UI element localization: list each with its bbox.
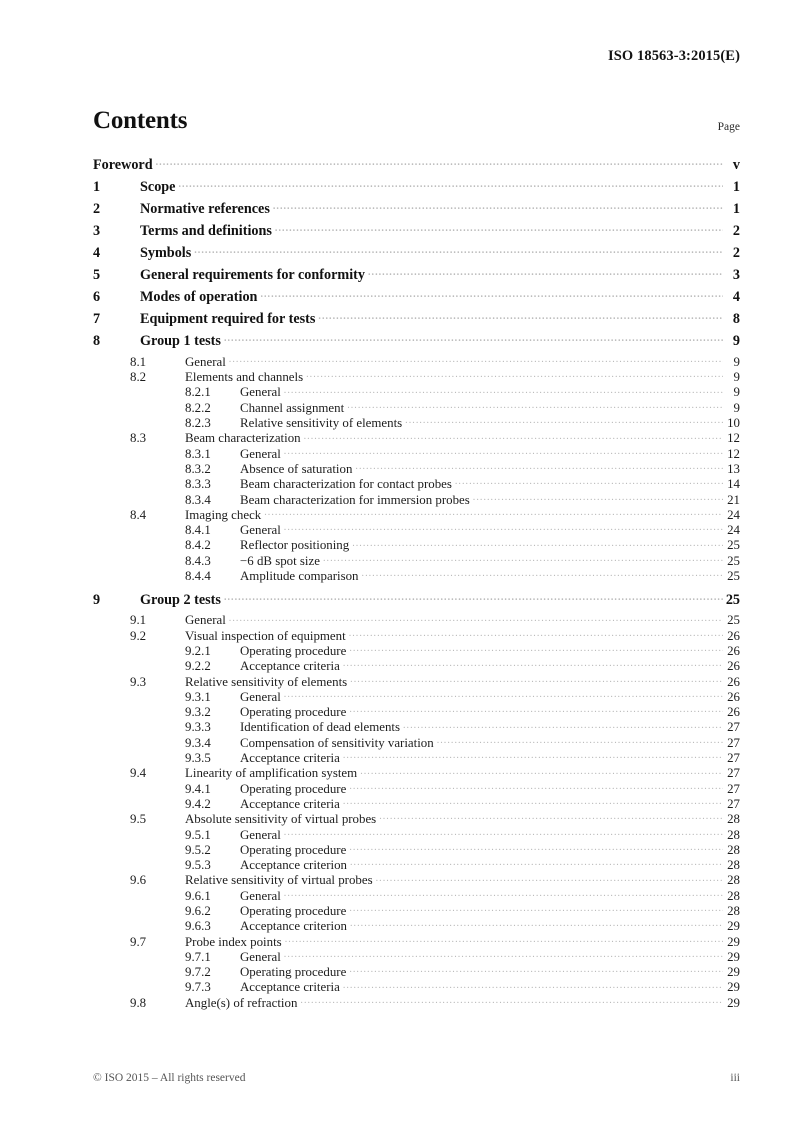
toc-entry[interactable]	[93, 155, 740, 177]
toc-entry-page-number: 24	[727, 523, 740, 538]
toc-entry-page-number: 26	[727, 674, 740, 689]
toc-entry-page-number: 28	[727, 888, 740, 903]
toc-entry[interactable]	[93, 309, 740, 331]
toc-dot-leader	[229, 353, 723, 366]
toc-dot-leader	[343, 795, 723, 808]
toc-entry-label: Operating procedure	[240, 903, 347, 918]
toc-entry-label: General requirements for conformity	[140, 267, 365, 284]
toc-dot-leader	[405, 414, 723, 427]
toc-entry-page-number: 4	[732, 289, 740, 306]
toc-entry[interactable]	[93, 521, 740, 536]
toc-entry-page-number: 25	[727, 569, 740, 584]
toc-entry-label: Operating procedure	[240, 781, 347, 796]
toc-dot-leader	[349, 627, 723, 640]
toc-entry-number: 9.2.2	[185, 659, 211, 674]
toc-dot-leader	[350, 673, 723, 686]
toc-entry-page-number: v	[732, 157, 740, 174]
toc-entry[interactable]	[93, 963, 740, 978]
toc-entry-page-number: 27	[727, 720, 740, 735]
toc-entry[interactable]	[93, 764, 740, 779]
toc-entry-page-number: 9	[733, 354, 740, 369]
toc-entry[interactable]	[93, 917, 740, 932]
toc-dot-leader	[343, 657, 723, 670]
toc-entry-label: Group 2 tests	[140, 591, 221, 608]
toc-entry-page-number: 12	[727, 446, 740, 461]
toc-entry-label: Normative references	[140, 201, 270, 218]
toc-entry-label: Group 1 tests	[140, 333, 221, 350]
toc-entry-number: 9.4.1	[185, 781, 211, 796]
toc-entry-label: Absolute sensitivity of virtual probes	[185, 812, 377, 827]
toc-entry-number: 9.3.2	[185, 705, 211, 720]
toc-entry[interactable]	[93, 552, 740, 567]
toc-entry[interactable]	[93, 688, 740, 703]
toc-entry-number: 8.4.2	[185, 538, 211, 553]
toc-entry-label: Amplitude comparison	[240, 569, 359, 584]
toc-entry-number: 9.5.1	[185, 827, 211, 842]
toc-entry-page-number: 1	[732, 201, 740, 218]
page-folio: iii	[730, 1072, 740, 1084]
toc-dot-leader	[347, 399, 723, 412]
toc-entry[interactable]	[93, 948, 740, 963]
contents-header-row	[93, 107, 740, 137]
toc-entry-page-number: 29	[727, 949, 740, 964]
toc-entry[interactable]	[93, 368, 740, 383]
toc-entry-page-number: 26	[727, 705, 740, 720]
toc-entry[interactable]	[93, 642, 740, 657]
toc-entry-page-number: 9	[732, 333, 740, 350]
toc-entry-label: Operating procedure	[240, 705, 347, 720]
toc-dot-leader	[349, 963, 723, 976]
toc-entry-label: Relative sensitivity of elements	[240, 416, 403, 431]
toc-dot-leader	[300, 994, 723, 1007]
toc-dot-leader	[284, 521, 723, 534]
toc-entry-number: 9.7	[130, 934, 147, 949]
toc-entry-label: Beam characterization for immersion probes	[240, 492, 470, 507]
toc-entry-label: General	[185, 613, 226, 628]
toc-dot-leader	[260, 287, 723, 301]
toc-entry-label: Channel assignment	[240, 400, 345, 415]
toc-dot-leader	[376, 872, 723, 885]
toc-entry[interactable]	[93, 460, 740, 475]
toc-entry-number: 9.3	[130, 674, 147, 689]
toc-entry-number: 9.7.2	[185, 965, 211, 980]
toc-entry-page-number: 29	[727, 934, 740, 949]
toc-entry-page-number: 28	[727, 903, 740, 918]
toc-entry[interactable]	[93, 589, 740, 611]
toc-entry-page-number: 12	[727, 431, 740, 446]
toc-entry-page-number: 26	[727, 659, 740, 674]
toc-entry-label: Relative sensitivity of virtual probes	[185, 873, 373, 888]
toc-entry-page-number: 25	[727, 553, 740, 568]
toc-entry-label: Acceptance criteria	[240, 796, 340, 811]
toc-entry[interactable]	[93, 567, 740, 582]
toc-entry-page-number: 28	[727, 812, 740, 827]
toc-entry-label: General	[240, 385, 281, 400]
toc-entry[interactable]	[93, 902, 740, 917]
toc-entry[interactable]	[93, 673, 740, 688]
toc-entry-page-number: 10	[727, 416, 740, 431]
toc-entry-number: 9.6.1	[185, 888, 211, 903]
toc-entry[interactable]	[93, 353, 740, 368]
toc-entry[interactable]	[93, 611, 740, 626]
toc-entry[interactable]	[93, 856, 740, 871]
toc-entry[interactable]	[93, 399, 740, 414]
toc-dot-leader	[323, 552, 723, 565]
toc-entry[interactable]	[93, 243, 740, 265]
toc-entry-page-number: 9	[733, 385, 740, 400]
toc-entry-page-number: 27	[727, 796, 740, 811]
toc-entry-number: 5	[93, 267, 101, 284]
toc-entry[interactable]	[93, 749, 740, 764]
toc-entry-label: Linearity of amplification system	[185, 766, 358, 781]
toc-entry-page-number: 27	[727, 781, 740, 796]
toc-entry-label: Scope	[140, 179, 176, 196]
toc-dot-leader	[352, 537, 723, 550]
toc-entry-label: General	[240, 523, 281, 538]
toc-entry-number: 9.2	[130, 628, 147, 643]
toc-entry-number: 8	[93, 333, 101, 350]
toc-dot-leader	[284, 384, 723, 397]
toc-dot-leader	[194, 243, 723, 257]
toc-dot-leader	[360, 764, 723, 777]
toc-entry-number: 9.3.1	[185, 689, 211, 704]
toc-entry-number: 9.6.2	[185, 903, 211, 918]
toc-entry[interactable]	[93, 979, 740, 994]
toc-entry[interactable]	[93, 537, 740, 552]
toc-entry-number: 8.2.2	[185, 400, 211, 415]
toc-entry[interactable]	[93, 810, 740, 825]
toc-dot-leader	[349, 902, 723, 915]
toc-dot-leader	[224, 331, 723, 345]
toc-entry[interactable]	[93, 780, 740, 795]
toc-dot-leader	[349, 703, 723, 716]
toc-entry-page-number: 28	[727, 827, 740, 842]
toc-entry-label: Angle(s) of refraction	[185, 995, 298, 1010]
page-title: Contents	[93, 107, 188, 134]
toc-dot-leader	[178, 177, 723, 191]
toc-entry[interactable]	[93, 703, 740, 718]
toc-entry-number: 9.1	[130, 613, 147, 628]
toc-entry-number: 9.4	[130, 766, 147, 781]
toc-entry-page-number: 14	[727, 477, 740, 492]
toc-entry-label: Operating procedure	[240, 643, 347, 658]
toc-entry[interactable]	[93, 414, 740, 429]
toc-entry-page-number: 27	[727, 735, 740, 750]
toc-dot-leader	[343, 979, 723, 992]
toc-entry-label: Operating procedure	[240, 842, 347, 857]
toc-entry-page-number: 24	[727, 507, 740, 522]
toc-entry-number: 3	[93, 223, 101, 240]
toc-entry-number: 9.3.5	[185, 751, 211, 766]
toc-entry-number: 4	[93, 245, 101, 262]
toc-entry-label: General	[240, 446, 281, 461]
toc-entry-page-number: 13	[727, 461, 740, 476]
toc-entry-label: General	[240, 888, 281, 903]
toc-dot-leader	[306, 368, 723, 381]
toc-entry[interactable]	[93, 429, 740, 444]
toc-dot-leader	[273, 199, 723, 213]
toc-dot-leader	[264, 506, 723, 519]
toc-entry-number: 8.3.2	[185, 461, 211, 476]
toc-dot-leader	[379, 810, 723, 823]
toc-entry-number: 8.3.4	[185, 492, 211, 507]
toc-entry-page-number: 28	[727, 873, 740, 888]
toc-entry[interactable]	[93, 734, 740, 749]
toc-entry[interactable]	[93, 475, 740, 490]
toc-entry-page-number: 2	[732, 245, 740, 262]
toc-entry-label: Identification of dead elements	[240, 720, 400, 735]
toc-entry-label: Modes of operation	[140, 289, 258, 306]
toc-entry-page-number: 29	[727, 980, 740, 995]
toc-entry[interactable]	[93, 287, 740, 309]
toc-entry-page-number: 27	[727, 751, 740, 766]
toc-entry[interactable]	[93, 384, 740, 399]
toc-dot-leader	[284, 948, 723, 961]
toc-entry-number: 8.3	[130, 431, 147, 446]
toc-entry-number: 9.5.3	[185, 858, 211, 873]
toc-entry-page-number: 26	[727, 689, 740, 704]
toc-entry-label: Imaging check	[185, 507, 262, 522]
toc-entry-number: 9.6	[130, 873, 147, 888]
toc-entry-number: 8.4.4	[185, 569, 211, 584]
toc-entry-page-number: 1	[732, 179, 740, 196]
toc-entry[interactable]	[93, 491, 740, 506]
toc-entry[interactable]	[93, 872, 740, 887]
toc-dot-leader	[437, 734, 723, 747]
table-of-contents	[93, 155, 740, 1009]
toc-entry-page-number: 2	[732, 223, 740, 240]
toc-entry-number: 9.5.2	[185, 842, 211, 857]
toc-entry[interactable]	[93, 265, 740, 287]
toc-entry[interactable]	[93, 221, 740, 243]
toc-entry[interactable]	[93, 506, 740, 521]
toc-entry[interactable]	[93, 177, 740, 199]
toc-entry-label: Acceptance criteria	[240, 980, 340, 995]
toc-entry-label: Acceptance criteria	[240, 751, 340, 766]
toc-entry-label: Acceptance criterion	[240, 919, 347, 934]
toc-dot-leader	[229, 611, 723, 624]
toc-entry-label: Relative sensitivity of elements	[185, 674, 348, 689]
toc-dot-leader	[349, 841, 723, 854]
toc-entry-page-number: 26	[727, 643, 740, 658]
toc-dot-leader	[455, 475, 723, 488]
toc-entry-number: 9.3.4	[185, 735, 211, 750]
toc-entry-page-number: 9	[733, 400, 740, 415]
toc-entry-number: 9.8	[130, 995, 147, 1010]
toc-entry-label: General	[185, 354, 226, 369]
toc-entry-number: 9	[93, 591, 101, 608]
toc-entry-number: 8.4.3	[185, 553, 211, 568]
toc-entry-label: Equipment required for tests	[140, 311, 316, 328]
toc-entry-page-number: 25	[727, 613, 740, 628]
toc-entry[interactable]	[93, 199, 740, 221]
toc-entry-number: 9.2.1	[185, 643, 211, 658]
toc-dot-leader	[284, 688, 723, 701]
toc-entry-number: 7	[93, 311, 101, 328]
toc-entry-number: 9.6.3	[185, 919, 211, 934]
toc-entry-label: Terms and definitions	[140, 223, 272, 240]
page-column-label: Page	[717, 121, 740, 133]
toc-entry-number: 8.3.1	[185, 446, 211, 461]
toc-entry-number: 8.1	[130, 354, 147, 369]
toc-entry-label: Foreword	[93, 157, 153, 174]
toc-dot-leader	[355, 460, 723, 473]
toc-dot-leader	[349, 642, 723, 655]
toc-entry-label: Beam characterization	[185, 431, 301, 446]
page-footer	[93, 1072, 740, 1084]
copyright-notice: © ISO 2015 – All rights reserved	[93, 1072, 246, 1084]
toc-entry-label: Acceptance criterion	[240, 858, 347, 873]
toc-entry-label: General	[240, 689, 281, 704]
toc-entry-label: Acceptance criteria	[240, 659, 340, 674]
toc-entry-page-number: 28	[727, 842, 740, 857]
toc-entry[interactable]	[93, 657, 740, 672]
toc-entry-number: 8.2.1	[185, 385, 211, 400]
toc-entry[interactable]	[93, 994, 740, 1009]
toc-entry[interactable]	[93, 795, 740, 810]
toc-dot-leader	[368, 265, 723, 279]
toc-entry-number: 9.4.2	[185, 796, 211, 811]
toc-entry-number: 6	[93, 289, 101, 306]
toc-entry-page-number: 29	[727, 965, 740, 980]
toc-dot-leader	[473, 491, 723, 504]
toc-dot-leader	[362, 567, 723, 580]
document-identifier: ISO 18563-3:2015(E)	[608, 48, 740, 64]
toc-entry-label: Visual inspection of equipment	[185, 628, 346, 643]
toc-entry-number: 8.2.3	[185, 416, 211, 431]
toc-entry[interactable]	[93, 719, 740, 734]
toc-entry[interactable]	[93, 627, 740, 642]
toc-entry-page-number: 25	[727, 538, 740, 553]
toc-dot-leader	[275, 221, 723, 235]
toc-entry-page-number: 25	[725, 591, 740, 608]
toc-dot-leader	[284, 445, 723, 458]
toc-entry-page-number: 3	[732, 267, 740, 284]
toc-dot-leader	[349, 780, 723, 793]
toc-entry-page-number: 9	[733, 370, 740, 385]
toc-entry-label: Operating procedure	[240, 965, 347, 980]
toc-entry-page-number: 21	[727, 492, 740, 507]
toc-entry-label: Reflector positioning	[240, 538, 350, 553]
toc-dot-leader	[224, 589, 723, 603]
toc-dot-leader	[343, 749, 723, 762]
toc-entry-label: Probe index points	[185, 934, 282, 949]
toc-entry[interactable]	[93, 841, 740, 856]
toc-dot-leader	[304, 429, 723, 442]
toc-dot-leader	[350, 917, 723, 930]
toc-dot-leader	[350, 856, 723, 869]
toc-entry-number: 8.4	[130, 507, 147, 522]
toc-entry-number: 9.7.3	[185, 980, 211, 995]
toc-entry-page-number: 29	[727, 919, 740, 934]
toc-entry-number: 8.4.1	[185, 523, 211, 538]
toc-dot-leader	[285, 933, 723, 946]
toc-entry-page-number: 27	[727, 766, 740, 781]
toc-entry-label: Symbols	[140, 245, 192, 262]
toc-entry-number: 8.2	[130, 370, 147, 385]
toc-entry[interactable]	[93, 331, 740, 353]
toc-entry-label: General	[240, 827, 281, 842]
toc-entry-label: Absence of saturation	[240, 461, 353, 476]
toc-dot-leader	[284, 826, 723, 839]
toc-entry-page-number: 29	[727, 995, 740, 1010]
toc-dot-leader	[318, 309, 723, 323]
toc-entry[interactable]	[93, 933, 740, 948]
toc-entry-number: 2	[93, 201, 101, 218]
toc-entry-label: Elements and channels	[185, 370, 304, 385]
toc-entry-number: 1	[93, 179, 101, 196]
toc-entry-label: −6 dB spot size	[240, 553, 320, 568]
toc-entry[interactable]	[93, 887, 740, 902]
toc-entry-page-number: 28	[727, 858, 740, 873]
toc-entry-label: Beam characterization for contact probes	[240, 477, 452, 492]
toc-entry-number: 9.7.1	[185, 949, 211, 964]
toc-entry-number: 8.3.3	[185, 477, 211, 492]
toc-entry-label: Compensation of sensitivity variation	[240, 735, 434, 750]
toc-dot-leader	[156, 155, 723, 169]
toc-entry[interactable]	[93, 445, 740, 460]
toc-dot-leader	[284, 887, 723, 900]
toc-entry-page-number: 26	[727, 628, 740, 643]
toc-entry-number: 9.3.3	[185, 720, 211, 735]
toc-entry[interactable]	[93, 826, 740, 841]
toc-entry-number: 9.5	[130, 812, 147, 827]
toc-dot-leader	[403, 719, 723, 732]
toc-entry-label: General	[240, 949, 281, 964]
toc-entry-page-number: 8	[732, 311, 740, 328]
